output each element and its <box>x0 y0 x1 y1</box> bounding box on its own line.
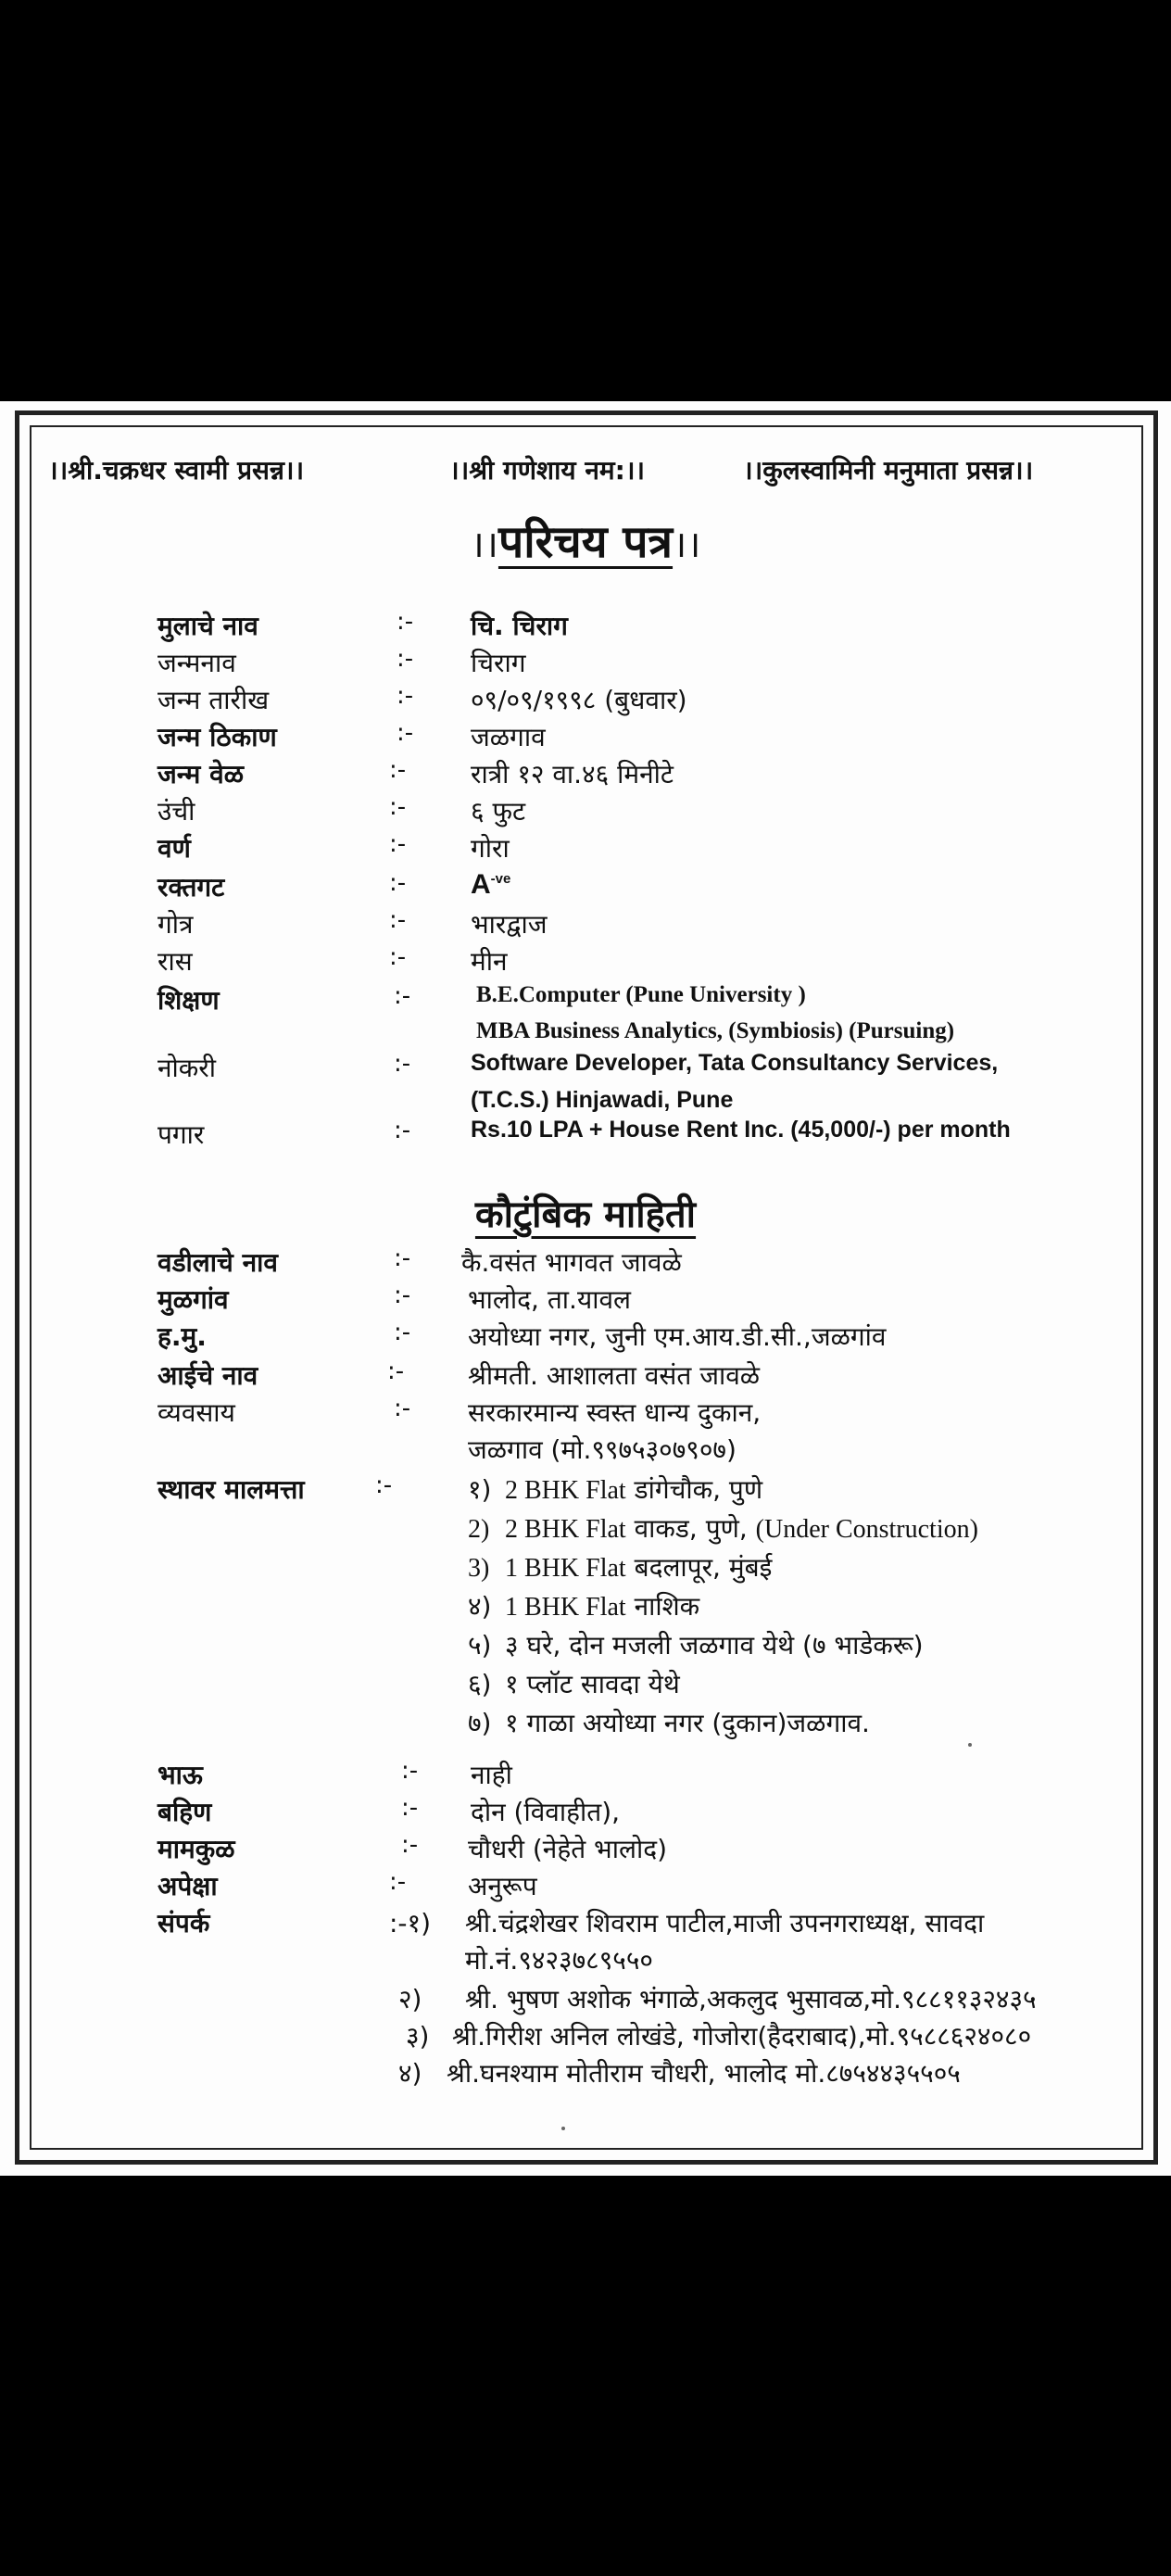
value: नाही <box>471 1760 512 1790</box>
separator: :- <box>389 1868 407 1896</box>
value: Rs.10 LPA + House Rent Inc. (45,000/-) per month <box>471 1117 1011 1143</box>
label: पगार <box>157 1119 205 1150</box>
header-right-blessing: ।।कुलस्वामिनी मनुमाता प्रसन्न।। <box>743 455 1034 486</box>
separator: :- <box>394 1117 411 1144</box>
label: बहिण <box>157 1797 212 1827</box>
blood-group-rh: -ve <box>490 871 511 887</box>
row-birth-place <box>0 719 1171 758</box>
value: ०९/०९/१९९८ (बुधवार) <box>471 685 687 715</box>
row-boy-name <box>0 608 1171 647</box>
header-left-blessing: ।।श्री.चक्रधर स्वामी प्रसन्न।। <box>48 455 305 486</box>
row-rashi <box>0 943 1171 982</box>
property-item: १) 2 BHK Flat डांगेचौक, पुणे <box>468 1474 763 1505</box>
separator: :- <box>394 1282 411 1309</box>
separator: :- <box>401 1757 419 1785</box>
property-item: ६) १ प्लॉट सावदा येथे <box>468 1669 680 1699</box>
family-section-title: कौटुंबिक माहिती <box>474 1193 697 1236</box>
separator: :- <box>401 1831 419 1859</box>
label: संपर्क <box>157 1908 210 1938</box>
value: श्रीमती. आशालता वसंत जावळे <box>468 1360 761 1391</box>
value: अयोध्या नगर, जुनी एम.आय.डी.सी.,जळगांव <box>468 1321 887 1352</box>
property-item: ५) ३ घरे, दोन मजली जळगाव येथे (७ भाडेकरू) <box>468 1630 924 1661</box>
blood-group-letter: A <box>471 869 491 900</box>
row-complexion <box>0 830 1171 869</box>
business-line-2: जळगाव (मो.९९७५३०७९०७) <box>468 1434 737 1465</box>
value: रात्री १२ वा.४६ मिनीटे <box>471 759 674 789</box>
row-birth-date <box>0 682 1171 721</box>
label: मुळगांव <box>157 1284 229 1315</box>
label: मामकुळ <box>157 1834 235 1864</box>
separator: :- <box>387 1357 405 1385</box>
label: भाऊ <box>157 1760 203 1790</box>
label: जन्म तारीख <box>157 685 270 715</box>
separator: :- <box>394 1244 411 1272</box>
label: मुलाचे नाव <box>157 611 258 641</box>
label: उंची <box>157 796 195 827</box>
title-bars-right: ।। <box>673 524 701 566</box>
row-business <box>0 1395 1171 1433</box>
contact-4: श्री.घनश्याम मोतीराम चौधरी, भालोद मो.८७५४४३५५०५ <box>447 2058 961 2089</box>
occupation-line-2: (T.C.S.) Hinjawadi, Pune <box>471 1087 734 1113</box>
value: कै.वसंत भागवत जावळे <box>461 1247 682 1278</box>
separator: :- <box>389 943 407 971</box>
education-line-2: MBA Business Analytics, (Symbiosis) (Pursuing) <box>476 1018 955 1043</box>
stray-mark <box>968 1743 972 1747</box>
row-occupation <box>0 1050 1171 1089</box>
value: B.E.Computer (Pune University ) <box>476 982 806 1007</box>
row-native-village <box>0 1282 1171 1320</box>
contact-1-phone: मो.नं.९४२३७८९५५० <box>465 1945 653 1976</box>
label: वडीलाचे नाव <box>157 1247 278 1278</box>
row-contact <box>0 1905 1171 1944</box>
value <box>471 869 510 901</box>
label: वर्ण <box>157 833 191 864</box>
value: भारद्वाज <box>471 909 548 940</box>
separator: :- <box>397 608 414 636</box>
property-item: 3) 1 BHK Flat बदलापूर, मुंबई <box>468 1552 773 1583</box>
separator: :- <box>389 830 407 858</box>
contact-3-number: ३) <box>406 2021 430 2052</box>
biodata-sheet <box>0 401 1171 2176</box>
value: गोरा <box>471 833 510 864</box>
document-title <box>0 511 1171 571</box>
separator: :- <box>394 1395 411 1422</box>
separator: :- <box>394 982 411 1010</box>
value: सरकारमान्य स्वस्त धान्य दुकान, <box>468 1397 762 1428</box>
row-brother <box>0 1757 1171 1796</box>
separator: :-१) <box>389 1908 432 1938</box>
title-text: परिचय पत्र <box>497 516 674 568</box>
row-birth-name <box>0 645 1171 684</box>
row-blood-group <box>0 869 1171 908</box>
contact-3: श्री.गिरीश अनिल लोखंडे, गोजोरा(हैदराबाद),मो.९५८८६२४०८० <box>452 2021 1032 2052</box>
value: चिराग <box>471 648 526 678</box>
row-height <box>0 793 1171 832</box>
value: Software Developer, Tata Consultancy Services, <box>471 1050 999 1076</box>
row-salary <box>0 1117 1171 1155</box>
value: भालोद, ता.यावल <box>468 1284 631 1315</box>
separator: :- <box>394 1319 411 1346</box>
value: जळगाव <box>471 722 546 752</box>
value: चि. चिराग <box>471 611 568 641</box>
separator: :- <box>397 719 414 747</box>
header-center-blessing: ।।श्री गणेशाय नम:।। <box>449 455 646 486</box>
property-item: 2) 2 BHK Flat वाकड, पुणे, (Under Construction) <box>468 1513 978 1544</box>
row-sister <box>0 1794 1171 1833</box>
contact-2-number: २) <box>398 1984 422 2014</box>
row-father-name <box>0 1244 1171 1283</box>
label: जन्मनाव <box>157 648 236 678</box>
value: अनुरूप <box>468 1871 537 1901</box>
row-birth-time <box>0 756 1171 795</box>
separator: :- <box>389 756 407 784</box>
property-item: ७) १ गाळा अयोध्या नगर (दुकान)जळगाव. <box>468 1708 870 1738</box>
label: नोकरी <box>157 1053 217 1083</box>
label: जन्म वेळ <box>157 759 245 789</box>
title-bars-left: ।। <box>470 524 498 566</box>
label: ह.मु. <box>157 1321 207 1352</box>
label: रक्तगट <box>157 872 225 903</box>
property-item: ४) 1 BHK Flat नाशिक <box>468 1591 700 1622</box>
row-education <box>0 982 1171 1021</box>
label: शिक्षण <box>157 985 220 1016</box>
contact-4-number: ४) <box>398 2058 422 2089</box>
contact-1: श्री.चंद्रशेखर शिवराम पाटील,माजी उपनगराध्यक्ष, सावदा <box>465 1908 985 1938</box>
value: दोन (विवाहीत), <box>471 1797 621 1827</box>
row-current-residence <box>0 1319 1171 1357</box>
label: स्थावर मालमत्ता <box>157 1474 305 1505</box>
label: जन्म ठिकाण <box>157 722 277 752</box>
separator: :- <box>389 869 407 897</box>
row-gotra <box>0 906 1171 945</box>
row-maternal-family <box>0 1831 1171 1870</box>
value: चौधरी (नेहेते भालोद) <box>468 1834 668 1864</box>
separator: :- <box>389 793 407 821</box>
separator: :- <box>397 645 414 673</box>
label: आईचे नाव <box>157 1360 258 1391</box>
separator: :- <box>389 906 407 934</box>
separator: :- <box>394 1050 411 1078</box>
row-mother-name <box>0 1357 1171 1396</box>
value: ६ फुट <box>471 796 526 827</box>
value: मीन <box>471 946 508 977</box>
separator: :- <box>375 1471 393 1499</box>
separator: :- <box>401 1794 419 1822</box>
contact-2: श्री. भुषण अशोक भंगाळे,अकलुद भुसावळ,मो.९८८११३२४३५ <box>465 1984 1037 2014</box>
label: अपेक्षा <box>157 1871 218 1901</box>
separator: :- <box>397 682 414 710</box>
label: गोत्र <box>157 909 194 940</box>
label: रास <box>157 946 193 977</box>
stray-mark <box>561 2127 565 2130</box>
row-expectation <box>0 1868 1171 1907</box>
label: व्यवसाय <box>157 1397 235 1428</box>
